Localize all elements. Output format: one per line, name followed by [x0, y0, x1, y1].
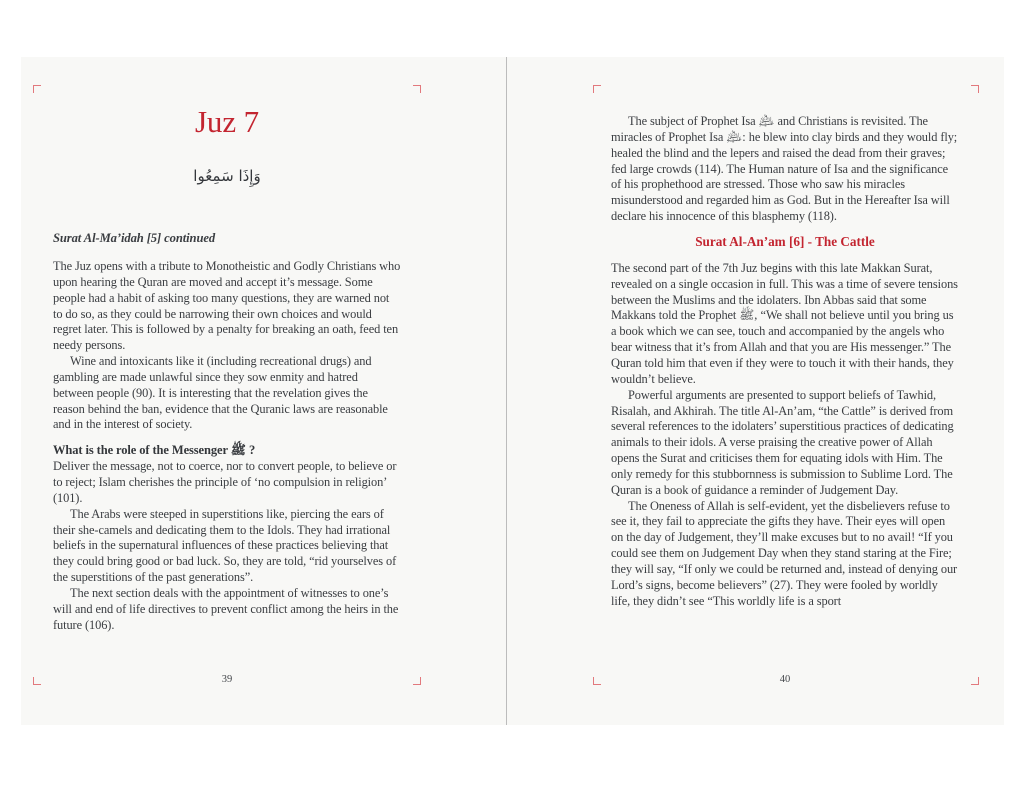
book-spread — [21, 57, 1004, 725]
crop-mark-icon — [971, 85, 979, 93]
page-gutter-divider — [506, 57, 507, 725]
paragraph: The next section deals with the appointment of witnesses to one’s will and end of life directives to prevent conflict among the heirs in the future (106). — [53, 585, 399, 632]
juz-title: Juz 7 — [194, 104, 260, 139]
paragraph: The second part of the 7th Juz begins with this late Makkan Surat, revealed on a single occasion in full. This was a time of severe tensions between the Muslims and the idolaters. Ibn Abbas said that some Makkans told the Prophet ﷺ, “We shall not believe until you bring us a book which we can see, touch and accompanied by the angels who bear witness that it’s from Allah and that you are His messenger.” The Quran told him that even if they were to touch it with their hands, they wouldn’t believe. — [611, 260, 958, 386]
crop-mark-icon — [33, 677, 41, 685]
page-number-left: 39 — [221, 674, 233, 685]
crop-mark-icon — [33, 85, 41, 93]
arabic-verse: وَإِذَا سَمِعُوا — [193, 167, 261, 185]
right-page — [611, 57, 959, 725]
surah-continued-subtitle: Surat Al-Ma’idah [5] continued — [53, 231, 216, 245]
left-page — [53, 57, 401, 725]
paragraph: The Juz opens with a tribute to Monotheistic and Godly Christians who upon hearing the Quran are moved and accept it’s message. Some people had a habit of asking too many questions, they are warned not to do so, as they could be narrowing their own choices and would regret later. This is followed by a penalty for breaking an oath, feed ten needy persons. — [53, 259, 401, 353]
left-page-body — [53, 259, 401, 633]
paragraph: The subject of Prophet Isa ﵇ and Christians is revisited. The miracles of Prophet Isa ﵇: he blew into clay birds and they would fly; healed the blind and the lepers and raised the dead from their graves; fed large crowds (114). The Human nature of Isa and the significance of his prophethood are stressed. Those who saw his miracles misunderstood and regarded him as God. But in the Hereafter Isa will declare his innocence of this blasphemy (118). — [611, 114, 958, 224]
paragraph: Wine and intoxicants like it (including recreational drugs) and gambling are made unlawful since they sow enmity and hatred between people (90). It is interesting that the revelation gives the reason behind the ban, evidence that the Quranic laws are reasonable and in the interest of society. — [53, 354, 388, 432]
page-number-right: 40 — [779, 674, 791, 685]
paragraph: The Oneness of Allah is self-evident, yet the disbelievers refuse to see it, they fail to appreciate the gifts they have. Their eyes will open on the day of Judgement, they’ll make excuses but to no avail! “If you could see them on Judgement Day when they stand staring at the Fire; they will say, “If only we could be returned and, instead of denying our Lord’s signs, become believers” (27). They were fooled by worldly life, they didn’t see “This worldly life is a sport — [611, 498, 958, 608]
surah-section-heading: Surat Al-An’am [6] - The Cattle — [695, 233, 875, 249]
crop-mark-icon — [593, 677, 601, 685]
question-heading: What is the role of the Messenger ﷺ ? — [53, 443, 256, 458]
crop-mark-icon — [413, 677, 421, 685]
crop-mark-icon — [593, 85, 601, 93]
paragraph: The Arabs were steeped in superstitions like, piercing the ears of their she-camels and dedicating them to the Idols. They had irrational beliefs in the supernatural influences of these practices believing that they could bring good or bad luck. So, they are told, “rid yourselves of the superstitions of the past generations”. — [53, 506, 397, 585]
crop-mark-icon — [971, 677, 979, 685]
crop-mark-icon — [413, 85, 421, 93]
right-page-body — [611, 114, 959, 609]
paragraph: Powerful arguments are presented to support beliefs of Tawhid, Risalah, and Akhirah. The title Al-An’am, “the Cattle” is derived from several references to the idolaters’ superstitious practices of dedicating animals to their idols. A verse praising the creative power of Allah opens the Surat and criticises them for equating idols with Him. The only remedy for this stubbornness is submission to Sublime Lord. The Quran is a book of guidance a reminder of Judgement Day. — [611, 387, 954, 497]
paragraph: Deliver the message, not to coerce, nor to convert people, to believe or to reject; Islam cherishes the principle of ‘no compulsion in religion’ (101). — [53, 459, 397, 505]
